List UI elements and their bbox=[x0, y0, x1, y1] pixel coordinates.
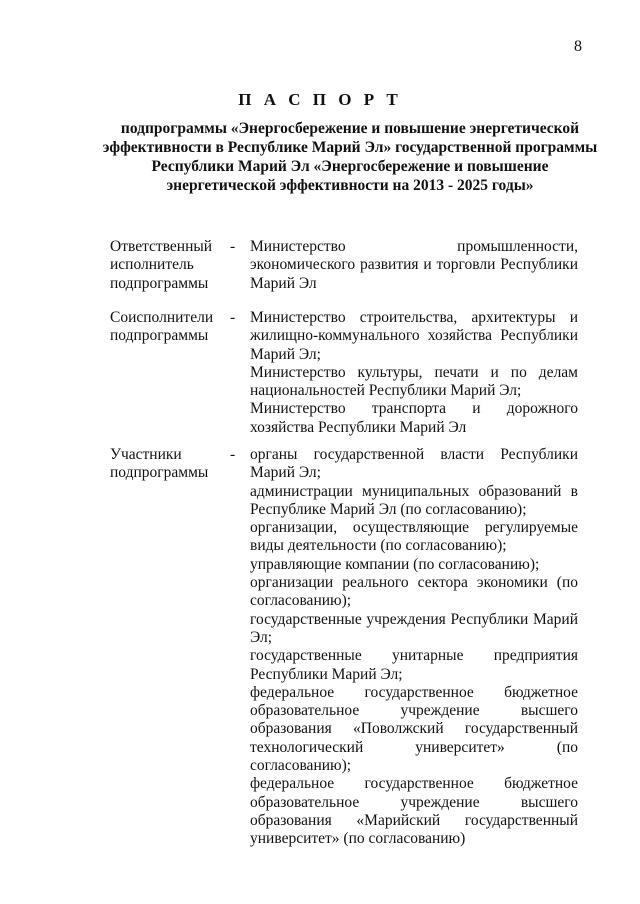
list-item: администрации муниципальных образований в Республике Марий Эл (по согласованию); bbox=[250, 482, 578, 518]
section-dash: - bbox=[230, 446, 236, 463]
list-item: государственные унитарные предприятия Республики Марий Эл; bbox=[250, 647, 578, 683]
list-item: Министерство промышленности, экономического развития и торговли Республики Марий Эл bbox=[250, 238, 578, 292]
list-item: организации реального сектора экономики (по согласованию); bbox=[250, 574, 578, 610]
list-item: Министерство транспорта и дорожного хозяйства Республики Марий Эл bbox=[250, 400, 578, 436]
list-item: организации, осуществляющие регулируемые виды деятельности (по согласованию); bbox=[250, 519, 578, 555]
section-dash: - bbox=[230, 238, 236, 255]
list-item: управляющие компании (по согласованию); bbox=[250, 555, 540, 573]
list-item: Министерство культуры, печати и по делам национальностей Республики Марий Эл; bbox=[250, 363, 578, 400]
section-content bbox=[250, 238, 578, 293]
section-label: Участники подпрограммы bbox=[110, 446, 209, 482]
document-title: П А С П О Р Т bbox=[238, 90, 402, 109]
section-label: Соисполнители подпрограммы bbox=[110, 309, 214, 345]
list-item: федеральное государственное бюджетное образовательное учреждение высшего образования «Марийский государственный университет» (по согласованию) bbox=[250, 775, 578, 848]
section-dash: - bbox=[230, 309, 236, 326]
section-content bbox=[250, 446, 578, 849]
document-subtitle: подпрограммы «Энергосбережение и повышение энергетической эффективности в Республике Марий Эл» государственной программы Республики Марий Эл «Энергосбережение и повышение энергетической эффективности на 2013 - 2025 годы» bbox=[102, 120, 598, 194]
page-number: 8 bbox=[574, 38, 582, 55]
list-item: федеральное государственное бюджетное образовательное учреждение высшего образования «Поволжский государственный технологический университет» (по согласованию); bbox=[250, 683, 578, 775]
section-content bbox=[250, 309, 578, 437]
list-item: государственные учреждения Республики Марий Эл; bbox=[250, 610, 578, 646]
section-co-executors bbox=[110, 309, 580, 436]
list-item: Министерство строительства, архитектуры и жилищно-коммунального хозяйства Республики Марий Эл; bbox=[250, 309, 578, 363]
section-participants bbox=[110, 446, 580, 848]
section-responsible-executor bbox=[110, 238, 580, 298]
list-item: органы государственной власти Республики Марий Эл; bbox=[250, 446, 578, 482]
section-label: Ответственный исполнитель подпрограммы bbox=[110, 238, 213, 292]
